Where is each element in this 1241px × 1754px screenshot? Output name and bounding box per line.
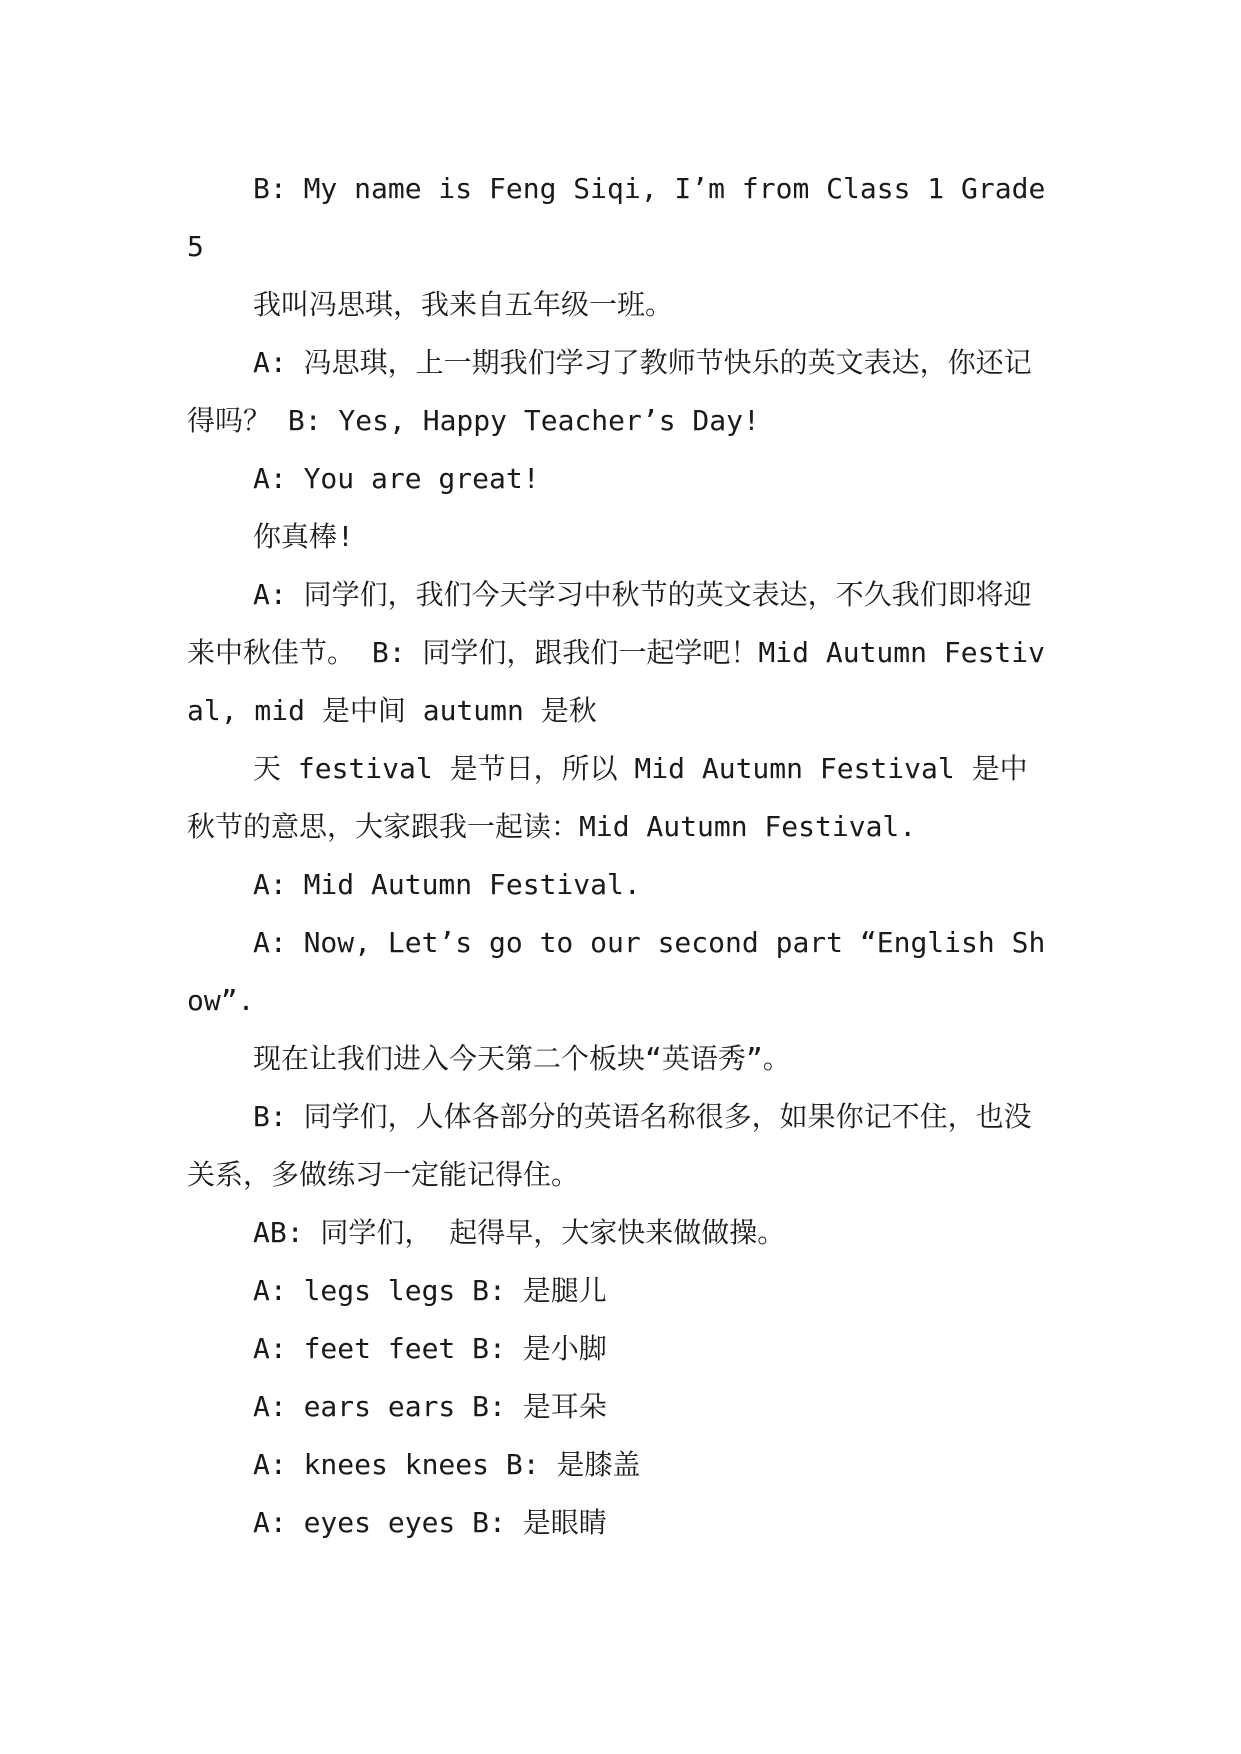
paragraph-legs: A: legs legs B: 是腿儿 bbox=[253, 1274, 607, 1307]
paragraph-second-part: A: Now, Let’s go to our second part “English Show”. bbox=[187, 926, 1046, 1017]
paragraph-intro-b: B: My name is Feng Siqi, I’m from Class 1 Grade 5 bbox=[187, 172, 1046, 263]
paragraph-repeat: A: Mid Autumn Festival. bbox=[253, 868, 641, 901]
paragraph-knees: A: knees knees B: 是膝盖 bbox=[253, 1448, 641, 1481]
paragraph-praise-en: A: You are great! bbox=[253, 462, 540, 495]
document-body bbox=[187, 160, 1055, 1552]
paragraph-exercise: AB: 同学们， 起得早，大家快来做做操。 bbox=[253, 1216, 786, 1249]
paragraph-body-parts-intro: B: 同学们，人体各部分的英语名称很多，如果你记不住，也没关系，多做练习一定能记得住。 bbox=[187, 1100, 1032, 1191]
paragraph-praise-cn: 你真棒! bbox=[253, 520, 354, 553]
paragraph-intro-cn: 我叫冯思琪，我来自五年级一班。 bbox=[253, 288, 674, 321]
paragraph-ears: A: ears ears B: 是耳朵 bbox=[253, 1390, 607, 1423]
paragraph-feet: A: feet feet B: 是小脚 bbox=[253, 1332, 607, 1365]
paragraph-second-part-cn: 现在让我们进入今天第二个板块“英语秀”。 bbox=[253, 1042, 791, 1075]
paragraph-review-question: A: 冯思琪，上一期我们学习了教师节快乐的英文表达，你还记得吗？ B: Yes, Happy Teacher’s Day! bbox=[187, 346, 1032, 437]
paragraph-eyes: A: eyes eyes B: 是眼睛 bbox=[253, 1506, 607, 1539]
paragraph-festival-meaning: 天 festival 是节日，所以 Mid Autumn Festival 是中秋节的意思，大家跟我一起读：Mid Autumn Festival. bbox=[187, 752, 1028, 843]
paragraph-mid-autumn-intro: A: 同学们，我们今天学习中秋节的英文表达，不久我们即将迎来中秋佳节。 B: 同学们，跟我们一起学吧！Mid Autumn Festival, mid 是中间 autumn 是秋 bbox=[187, 578, 1046, 727]
